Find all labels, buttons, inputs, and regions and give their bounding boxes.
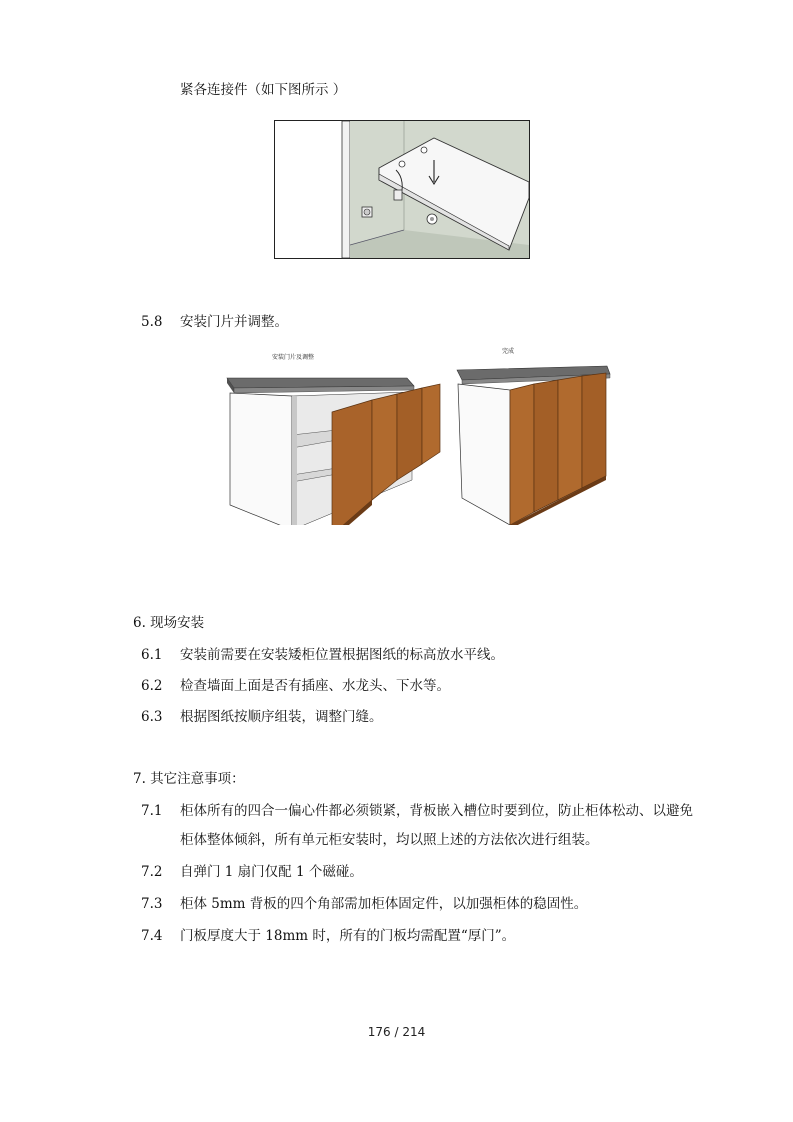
connector-figure: [274, 120, 530, 259]
item-number: 7.3: [141, 896, 163, 912]
item-number: 6.2: [141, 678, 163, 694]
item-number: 6.3: [141, 709, 163, 725]
right-figure-caption: 完成: [502, 348, 515, 355]
step-number: 5.8: [141, 314, 163, 330]
step-text: 安装门片并调整。: [180, 314, 288, 330]
item-text: 安装前需要在安装矮柜位置根据图纸的标高放水平线。: [180, 647, 504, 663]
door-install-figure: [222, 340, 622, 525]
intro-line: 紧各连接件（如下图所示 ）: [180, 82, 347, 98]
item-number: 7.1: [141, 803, 163, 819]
item-text-continuation: 柜体整体倾斜，所有单元柜安装时，均以照上述的方法依次进行组装。: [180, 832, 599, 848]
item-number: 7.4: [141, 928, 163, 944]
item-text: 门板厚度大于 18mm 时，所有的门板均需配置“厚门”。: [180, 928, 516, 944]
page-number: 176 / 214: [367, 1025, 426, 1039]
item-text: 根据图纸按顺序组装，调整门缝。: [180, 709, 383, 725]
item-text: 检查墙面上面是否有插座、水龙头、下水等。: [180, 678, 450, 694]
item-text: 柜体所有的四合一偏心件都必须锁紧，背板嵌入槽位时要到位，防止柜体松动、以避免: [180, 803, 693, 819]
item-number: 7.2: [141, 864, 163, 880]
left-figure-caption: 安装门片及调整: [272, 354, 315, 361]
section-7-heading: 7. 其它注意事项：: [133, 771, 245, 787]
item-text: 自弹门 1 扇门仅配 1 个磁碰。: [180, 864, 363, 880]
item-text: 柜体 5mm 背板的四个角部需加柜体固定件，以加强柜体的稳固性。: [180, 896, 588, 912]
item-number: 6.1: [141, 647, 163, 663]
section-6-heading: 6. 现场安装: [133, 615, 205, 631]
